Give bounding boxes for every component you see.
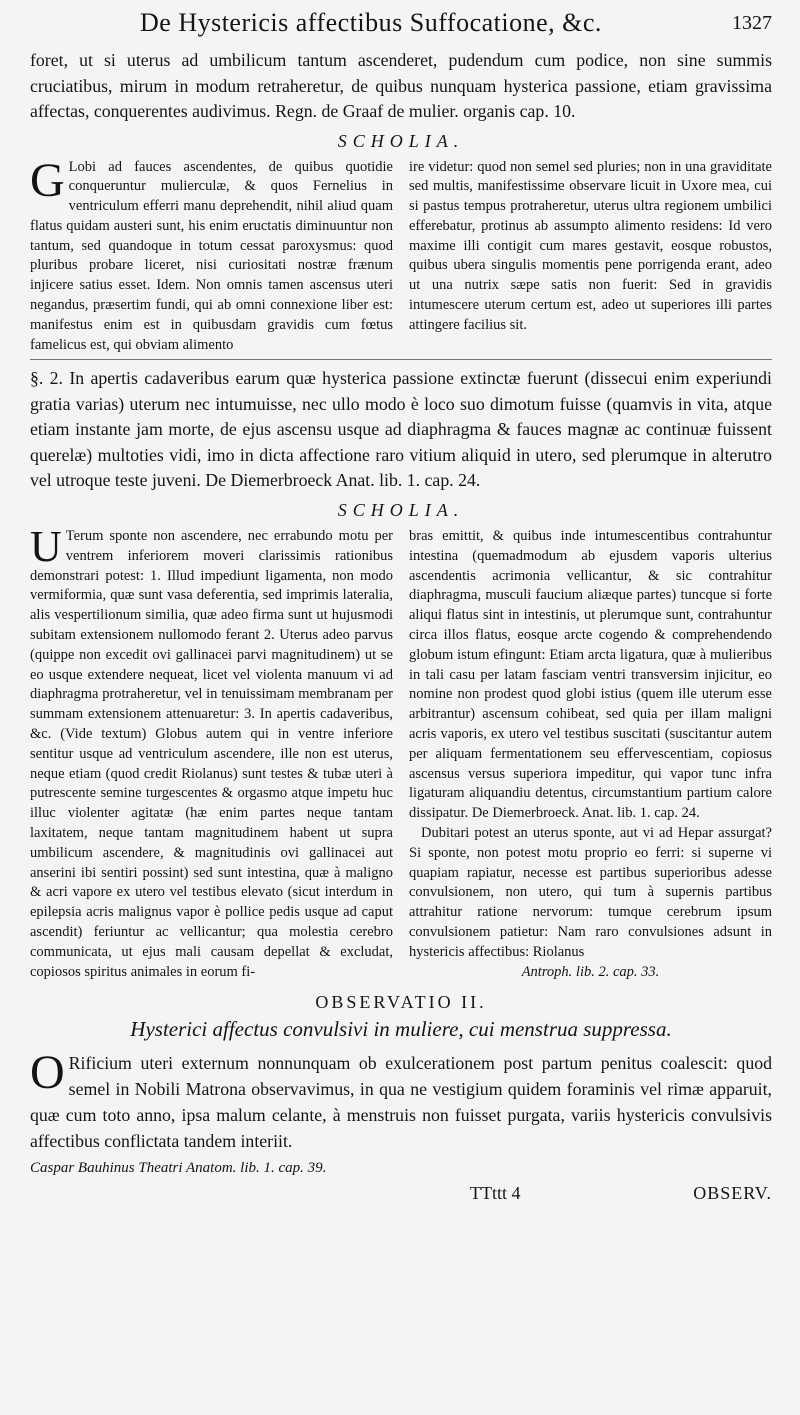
- scholia-2-right-text-2: Dubitari potest an uterus sponte, aut vi ad Hepar assurgat? Si sponte, non potest motu proprio eo ferri: si superne vi quapiam rapiatur, necesse est partibus superioribus adesse convulsionem, non utero, qui tum à supernis partibus attrahitur ratione nervorum: tumque cerebrum ipsum convulsionem patietur: Nam raro convulsiones adsunt in hystericis affectibus: Riolanus: [409, 824, 772, 960]
- scholia-1-left-text: Lobi ad fauces ascendentes, de quibus quotidie conqueruntur mulierculæ, & quos Fernelius in ventriculum efferri manu deprehendit, nihil aliud quam flatus quidam austeri sunt, his enim eructatis diminuuntur non tantum, sed quandoque in totum cessat paroxysmus: quod pluribus probare liceret, nisi curiositati nostræ frænum injicere satius esset. Idem. Non omnis tamen ascensus uteri negandus, præsertim fundi, qui ab omni connexione liber est: manifestus enim est in quibusdam gravidis cum fœtus famelicus est, qui obviam alimento: [30, 158, 393, 353]
- observatio-body: [30, 1046, 772, 1154]
- drop-cap-1: G: [30, 153, 65, 207]
- top-paragraph: foret, ut si uterus ad umbilicum tantum ascenderet, pudendum cum podice, non sine summis cruciatibus, mirum in modum retraheretur, de quibus nunquam hysterica passione, etiam gravissima affectas, conquerentes audivimus. Regn. de Graaf de mulier. organis cap. 10.: [30, 50, 772, 121]
- scholia-2-left-column: [30, 521, 393, 982]
- catchword: OBSERV.: [693, 1183, 772, 1204]
- page-number: 1327: [732, 12, 772, 34]
- scholia-2-columns: [30, 521, 772, 982]
- scholia-heading-1: SCHOLIA.: [337, 130, 465, 151]
- scholia-1-left-column: [30, 153, 393, 356]
- running-title: De Hystericis affectibus Suffocatione, &c.: [140, 8, 602, 37]
- signature-mark: TTttt 4: [470, 1183, 521, 1204]
- scholia-2-left-text: Terum sponte non ascendere, nec errabundo motu per ventrem inferiorem moveri clarissimis rationibus demonstrari potest: 1. Illud impediunt ligamenta, non modo vermiformia, quæ sunt vasa deferentia, sed imprimis lateralia, alis vespertilionum similia, quæ adeo firma sunt ut hujusmodi subitam extensionem nullomodo ferant 2. Uterus adeo parvus (quippe non excedit ovi gallinacei parvi magnitudinem) ut se eo usque extendere nequeat, licet vel violenta manuum vi ad diaphragma protraheretur, vel in tenuissimam membranam per summam extensionem attenuaretur: 3. In apertis cadaveribus, &c. (Vide textum) Globus autem qui in ventre inferiore sentitur usque ad ventriculum ascendere, ille non est uterus, neque etiam (quod credit Riolanus) sunt testes & tubæ uteri à putrescente semine turgescentes & orgasmo atque impetu huc illuc violenter agitatæ (hæ enim partes neque tantam laxitatem, neque tantam magnitudinem habent ut supra umbilicum ascendere, & magnitudinis ovi gallinacei aut anserini ibi sentiri possint) sed sunt intestina, quæ à maligno & acri vapore ex utero vel testibus elevato (sicut interdum in epilepsia acris malignus vapor è pollice pedis usque ad caput ascendit) feriuntur ac vellicantur; qua molestia cerebro communicata, ut ejus mali causam depellat & excludat, copiosos spiritus animales in eorum fi-: [30, 527, 393, 980]
- page-footer: [30, 1183, 772, 1213]
- observatio-text: Rificium uteri externum nonnunquam ob exulcerationem post partum penitus coalescit: quod semel in Nobili Matrona observavimus, in qua ne vestigium quidem foraminis vel rimæ apparuit, quæ cum toto anno, ipsa malum celante, à menstruis non fuisset purgata, variis hystericis convulsivis affectibus conflictata tandem interiit.: [30, 1053, 772, 1152]
- book-page: [30, 8, 772, 1213]
- scholia-1-right-column: [409, 158, 772, 356]
- observatio-title: OBSERVATIO II.: [315, 992, 487, 1013]
- scholia-1-right-text: ire videtur: quod non semel sed pluries; non in una graviditate sed multis, manifestissime observare licuit in Uxore mea, cui si pastus tempus protraheretur, uterus ultra regionem umbilici efferebatur, protinus ab assumpto alimento residens: Id vero maxime illi contigit cum mares gestavit, eosque robustos, quibus ubera singulis momentis pene porrigenda erant, adeo ut una nutrix sæpe satis non fuerit: Sed in gravidis intumescere uterum certum est, adeo ut superiores illi partes attingere facilius sit.: [409, 158, 772, 333]
- drop-cap-3: O: [30, 1046, 65, 1100]
- scholia-2-right-column: [409, 527, 772, 982]
- scholia-2-reference: Antroph. lib. 2. cap. 33.: [521, 963, 660, 980]
- observatio-source: Caspar Bauhinus Theatri Anatom. lib. 1. cap. 39.: [30, 1160, 327, 1177]
- scholia-2-right-text: bras emittit, & quibus inde intumescentibus contrahuntur intestina (quemadmodum ab ejusdem vaporis ulterius ascendentis acrimonia vellicantur, & sic contrahitur diaphragma, musculi faucium aliæque partes) tuncque si forte aliqui flatus sint in intestinis, ut plerumque sunt, contrahuntur circa illos flatus, eosque arcte cogendo & comprehendendo globum istum efingunt: Etiam arcta ligatura, quæ à mulieribus in tali casu per latam fasciam ventri transversim injicitur, eo nomine non prodest quod globi istius (quem ille uterum esse arbitrantur) ascensum cohibeat, sed quia per illam maligni acris vaporis, ex utero vel testibus suscitati (suscitantur autem per aliquam fermentationem seu effervescentiam, copiosus ascensus versus superiora impeditur, qui vapor tunc infra ligaturam aliquandiu detentus, circumstantium partium calore dissipatur. De Diemerbroeck. Anat. lib. 1. cap. 24.: [409, 527, 772, 822]
- scholia-1-columns: [30, 153, 772, 356]
- page-header: [30, 8, 772, 48]
- observatio-subtitle: Hysterici affectus convulsivi in muliere, cui menstrua suppressa.: [130, 1017, 672, 1042]
- drop-cap-2: U: [30, 521, 62, 571]
- divider-rule: [30, 359, 772, 360]
- section-2-paragraph: §. 2. In apertis cadaveribus earum quæ hysterica passione extinctæ fuerunt (dissecui enim experiundi gratia varias) uterum nec intumuisse, nec ullo modo è loco suo dimotum fuisse (quamvis in vita, atque etiam instante jam morte, de ejus ascensu usque ad diaphragma & fauces magnæ ac continuæ fuissent querelæ) multoties vidi, imo in dicta affectione raro vitium aliquid in utero, sed plerumque in alterutro vel utroque teste juveni. De Diemerbroeck Anat. lib. 1. cap. 24.: [30, 368, 772, 491]
- scholia-heading-2: SCHOLIA.: [337, 499, 465, 520]
